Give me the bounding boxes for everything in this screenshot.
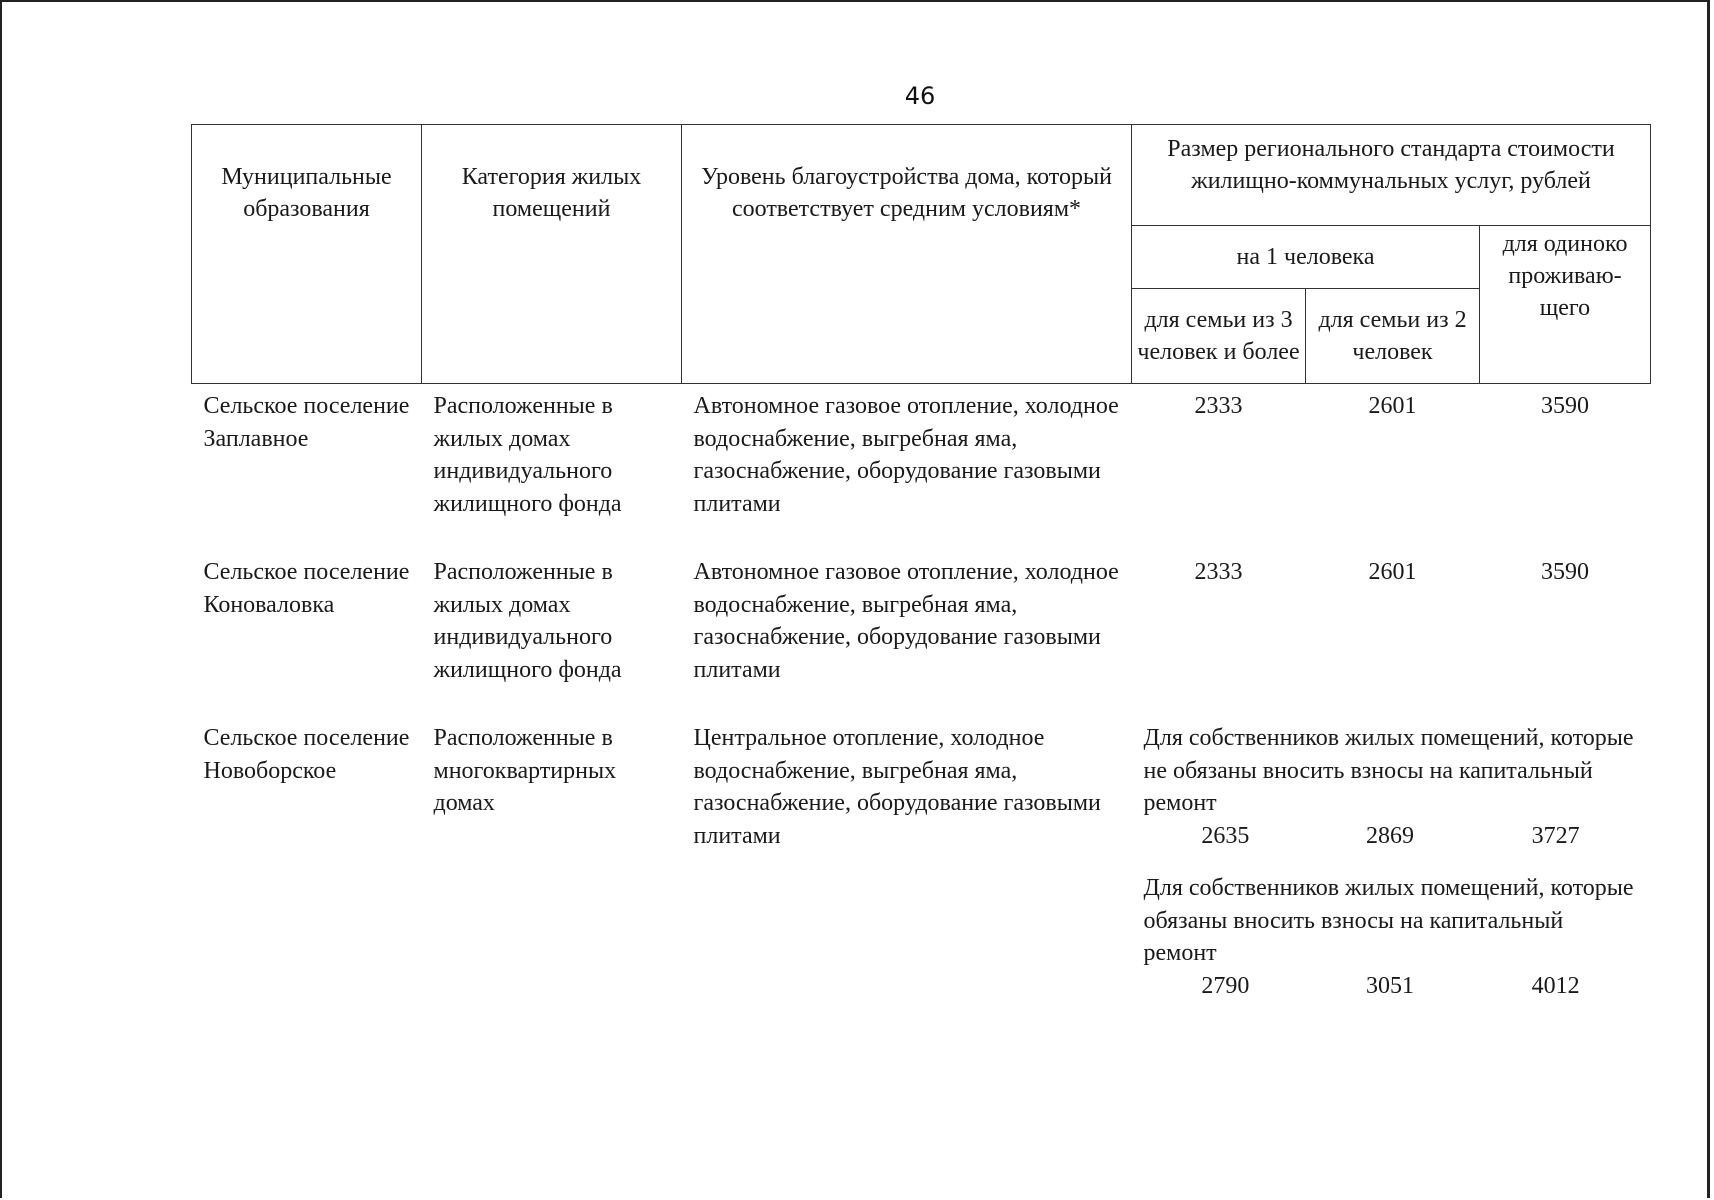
- header-level: [682, 125, 1132, 384]
- cell-level: Автономное газовое отопление, холодное водоснабжение, выгребная яма, газоснабжение, оборудование газовыми плитами: [693, 559, 1119, 683]
- value-family3: 2790: [1201, 972, 1250, 999]
- standards-table: [191, 124, 1651, 1002]
- cell-family3-value: 2333: [1194, 393, 1243, 419]
- cell-category: Расположенные в жилых домах индивидуального жилищного фонда: [433, 393, 622, 517]
- value-family2: 3051: [1366, 972, 1415, 999]
- header-single: для одиноко проживаю-щего: [1480, 226, 1651, 384]
- table-row: [192, 550, 1651, 686]
- header-municipal: Муниципальные образования: [192, 125, 422, 384]
- table-row: [192, 716, 1651, 1002]
- cell-family2-value: 2601: [1368, 559, 1417, 585]
- note-no-capital-repair-values: [1144, 820, 1639, 853]
- value-single: 4012: [1531, 972, 1580, 999]
- value-family3: 2635: [1201, 822, 1250, 849]
- header-standard: Размер регионального стандарта стоимости жилищно-коммунальных услуг, рублей: [1132, 125, 1651, 226]
- page-number: 46: [904, 82, 936, 110]
- cell-municipal: Сельское поселение Коноваловка: [203, 559, 410, 618]
- note-no-capital-repair: Для собственников жилых помещений, которые не обязаны вносить взносы на капитальный ремонт: [1143, 725, 1634, 816]
- cell-municipal: Сельское поселение Новоборское: [203, 725, 410, 784]
- header-family3: для семьи из 3 человек и более: [1132, 289, 1306, 384]
- header-category: Категория жилых помещений: [422, 125, 682, 384]
- value-family2: 2869: [1366, 822, 1415, 849]
- header-level-line2: соответствует средним условиям*: [731, 196, 1082, 222]
- header-family2: для семьи из 2 человек: [1306, 289, 1480, 384]
- cell-municipal: Сельское поселение Заплавное: [203, 393, 410, 452]
- cell-category: Расположенные в жилых домах индивидуального жилищного фонда: [433, 559, 622, 683]
- header-level-line1: Уровень благоустройства дома, который: [701, 164, 1112, 190]
- cell-single-value: 3590: [1541, 393, 1589, 419]
- header-per-person: на 1 человека: [1132, 226, 1480, 289]
- value-single: 3727: [1531, 822, 1580, 849]
- cell-family2-value: 2601: [1368, 393, 1417, 419]
- cell-notes: [1132, 716, 1651, 1002]
- note-capital-repair: Для собственников жилых помещений, которые обязаны вносить взносы на капитальный ремонт: [1143, 875, 1634, 966]
- cell-family3-value: 2333: [1194, 559, 1243, 585]
- cell-level: Автономное газовое отопление, холодное водоснабжение, выгребная яма, газоснабжение, оборудование газовыми плитами: [693, 393, 1119, 517]
- table-row: [192, 384, 1651, 521]
- cell-single-value: 3590: [1541, 559, 1589, 585]
- cell-category: Расположенные в многоквартирных домах: [433, 725, 617, 816]
- cell-level: Центральное отопление, холодное водоснабжение, выгребная яма, газоснабжение, оборудование газовыми плитами: [693, 725, 1101, 849]
- note-capital-repair-values: [1144, 970, 1639, 1003]
